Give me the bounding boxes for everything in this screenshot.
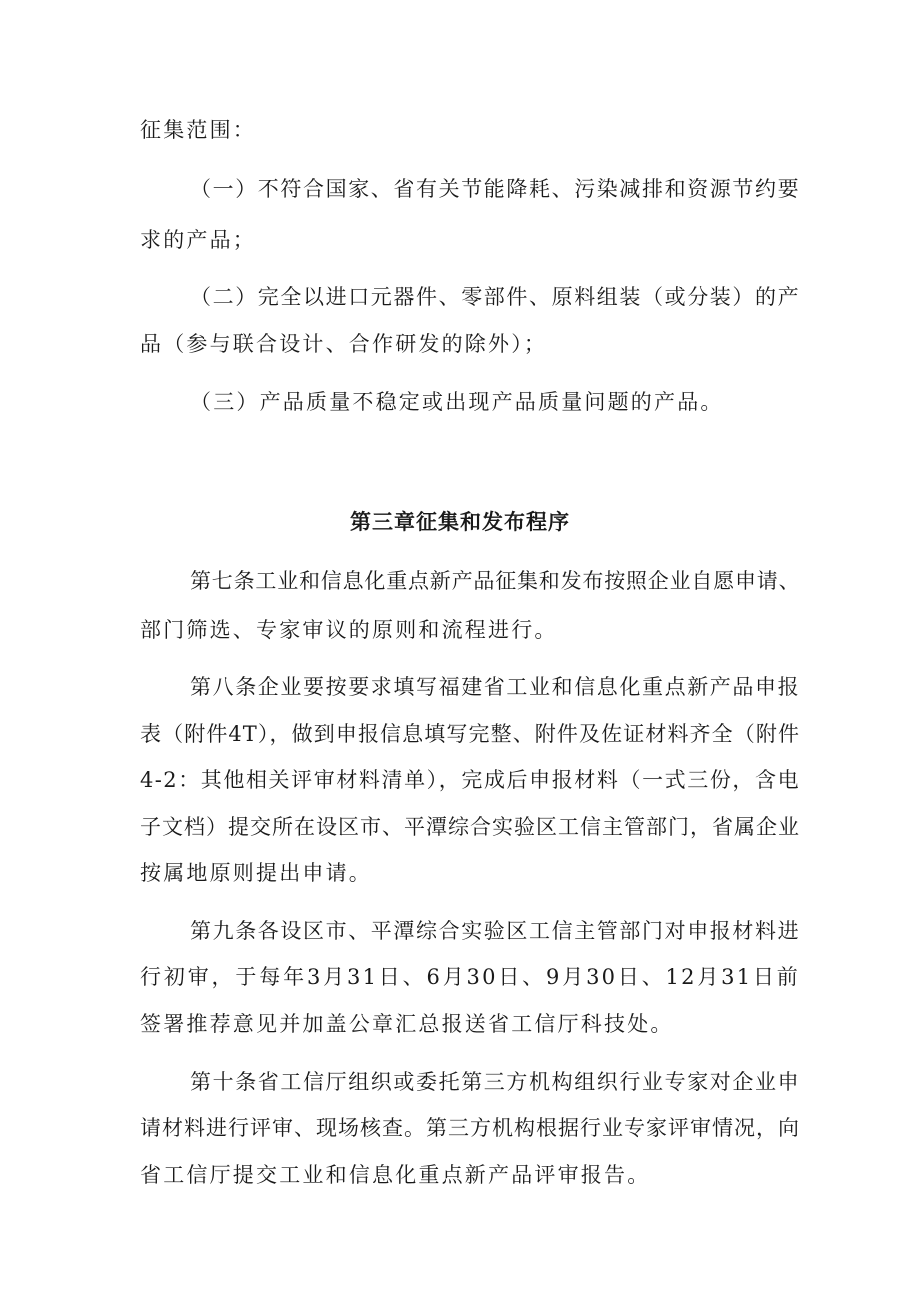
scope-intro: 征集范围：	[140, 118, 256, 142]
article-9-line-3: 签署推荐意见并加盖公章汇总报送省工信厅科技处。	[140, 1012, 674, 1036]
exclusion-item-1-line-2: 求的产品；	[140, 228, 256, 252]
article-8-line-1: 第八条企业要按要求填写福建省工业和信息化重点新产品申报	[190, 675, 801, 699]
article-7-line-2: 部门筛选、专家审议的原则和流程进行。	[140, 618, 558, 642]
chapter-heading: 第三章征集和发布程序	[350, 510, 570, 534]
article-8-line-5: 按属地原则提出申请。	[140, 861, 372, 885]
article-9-line-2: 行初审，于每年3月31日、6月30日、9月30日、12月31日前	[140, 965, 800, 989]
article-7-line-1: 第七条工业和信息化重点新产品征集和发布按照企业自愿申请、	[190, 569, 801, 593]
article-10-line-3: 省工信厅提交工业和信息化重点新产品评审报告。	[140, 1163, 651, 1187]
article-8-line-2: 表（附件4T），做到申报信息填写完整、附件及佐证材料齐全（附件	[140, 722, 800, 746]
exclusion-item-2-line-2: 品（参与联合设计、合作研发的除外）；	[140, 332, 548, 356]
exclusion-item-1-line-1: （一）不符合国家、省有关节能降耗、污染减排和资源节约要	[190, 177, 801, 201]
article-9-line-1: 第九条各设区市、平潭综合实验区工信主管部门对申报材料进	[190, 919, 801, 943]
article-8-line-3: 4-2：其他相关评审材料清单），完成后申报材料（一式三份，含电	[140, 768, 800, 792]
article-8-line-4: 子文档）提交所在设区市、平潭综合实验区工信主管部门，省属企业	[140, 815, 800, 839]
exclusion-item-2-line-1: （二）完全以进口元器件、零部件、原料组装（或分装）的产	[190, 285, 801, 309]
article-10-line-1: 第十条省工信厅组织或委托第三方机构组织行业专家对企业申	[190, 1070, 801, 1094]
article-10-line-2: 请材料进行评审、现场核查。第三方机构根据行业专家评审情况，向	[140, 1116, 800, 1140]
exclusion-item-3-line-1: （三）产品质量不稳定或出现产品质量问题的产品。	[190, 390, 724, 414]
